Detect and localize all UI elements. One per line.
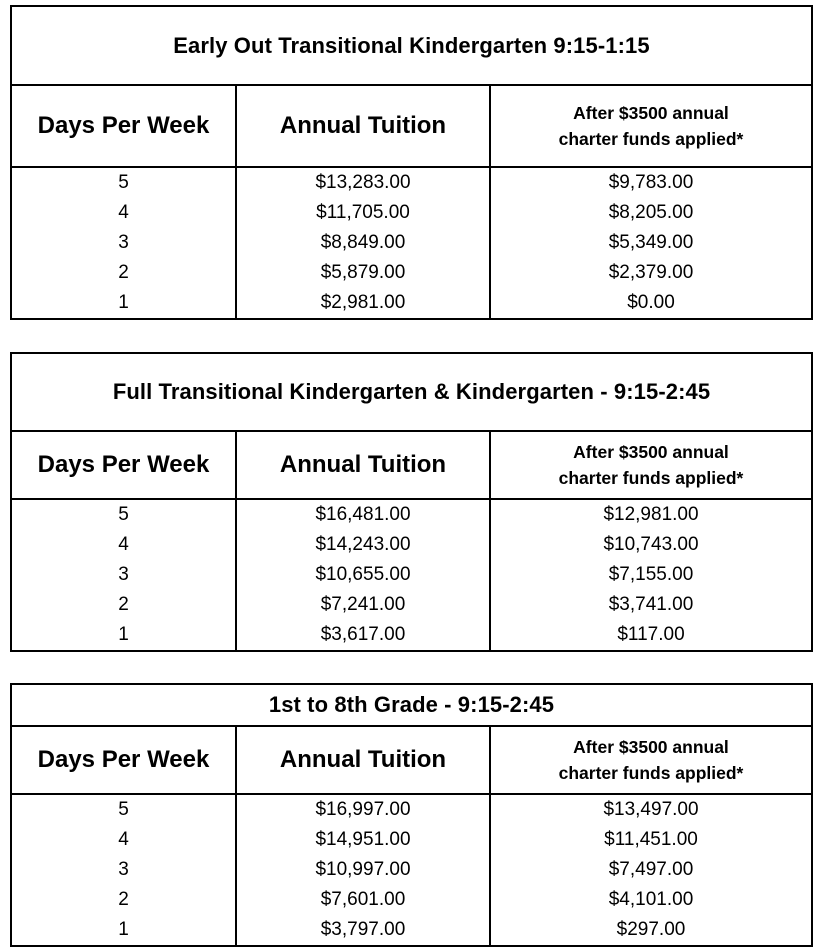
header-annual-tuition: Annual Tuition (237, 86, 491, 166)
tuition-table-1st-8th-grade (10, 683, 813, 947)
table-body (12, 795, 811, 945)
table-row (12, 258, 811, 288)
cell-annual-tuition: $7,601.00 (237, 885, 491, 915)
table-body (12, 500, 811, 650)
table-row (12, 795, 811, 825)
cell-annual-tuition: $11,705.00 (237, 198, 491, 228)
cell-days: 5 (12, 168, 237, 198)
cell-annual-tuition: $8,849.00 (237, 228, 491, 258)
cell-after-charter: $2,379.00 (608, 262, 694, 283)
header-days-per-week: Days Per Week (12, 86, 237, 166)
table-body (12, 168, 811, 318)
cell-annual-tuition: $10,655.00 (237, 560, 491, 590)
header-annual-tuition: Annual Tuition (237, 727, 491, 793)
tuition-table-full-tk-k (10, 352, 813, 652)
cell-after-charter: $3,741.00 (608, 594, 694, 615)
table-row (12, 560, 811, 590)
table-row (12, 168, 811, 198)
table-row (12, 620, 811, 650)
cell-after-charter: $5,349.00 (608, 232, 694, 253)
table-title: Early Out Transitional Kindergarten 9:15-1:15 (12, 7, 811, 86)
cell-annual-tuition: $14,243.00 (237, 530, 491, 560)
cell-days: 4 (12, 825, 237, 855)
header-after-charter-funds: After $3500 annual charter funds applied* (558, 103, 744, 149)
cell-days: 2 (12, 258, 237, 288)
header-days-per-week: Days Per Week (12, 727, 237, 793)
cell-after-charter: $117.00 (617, 624, 685, 645)
cell-annual-tuition: $13,283.00 (237, 168, 491, 198)
table-header-row (12, 86, 811, 168)
cell-after-charter: $11,451.00 (604, 829, 698, 850)
cell-annual-tuition: $5,879.00 (237, 258, 491, 288)
cell-days: 4 (12, 530, 237, 560)
table-header-row (12, 432, 811, 500)
cell-days: 5 (12, 500, 237, 530)
table-row (12, 915, 811, 945)
header-annual-tuition: Annual Tuition (237, 432, 491, 498)
table-row (12, 500, 811, 530)
cell-days: 1 (12, 620, 237, 650)
table-row (12, 855, 811, 885)
cell-after-charter: $12,981.00 (603, 504, 699, 525)
header-after-charter-funds: After $3500 annual charter funds applied* (558, 737, 744, 783)
cell-after-charter: $8,205.00 (608, 202, 694, 223)
table-row (12, 825, 811, 855)
cell-days: 1 (12, 915, 237, 945)
cell-annual-tuition: $3,617.00 (237, 620, 491, 650)
cell-days: 3 (12, 855, 237, 885)
cell-after-charter: $9,783.00 (608, 172, 694, 193)
cell-annual-tuition: $10,997.00 (237, 855, 491, 885)
table-row (12, 198, 811, 228)
cell-days: 5 (12, 795, 237, 825)
table-row (12, 590, 811, 620)
cell-after-charter: $4,101.00 (608, 889, 694, 910)
table-row (12, 530, 811, 560)
cell-annual-tuition: $16,481.00 (237, 500, 491, 530)
cell-days: 1 (12, 288, 237, 318)
cell-after-charter: $297.00 (616, 919, 686, 940)
header-days-per-week: Days Per Week (12, 432, 237, 498)
table-row (12, 288, 811, 318)
table-header-row (12, 727, 811, 795)
table-row (12, 228, 811, 258)
cell-after-charter: $10,743.00 (603, 534, 699, 555)
cell-days: 2 (12, 590, 237, 620)
cell-days: 4 (12, 198, 237, 228)
cell-days: 3 (12, 228, 237, 258)
table-row (12, 885, 811, 915)
cell-annual-tuition: $16,997.00 (237, 795, 491, 825)
cell-annual-tuition: $3,797.00 (237, 915, 491, 945)
cell-days: 3 (12, 560, 237, 590)
header-after-charter-funds: After $3500 annual charter funds applied* (558, 442, 744, 488)
cell-after-charter: $13,497.00 (603, 799, 699, 820)
cell-annual-tuition: $2,981.00 (237, 288, 491, 318)
cell-annual-tuition: $14,951.00 (237, 825, 491, 855)
table-title: 1st to 8th Grade - 9:15-2:45 (12, 685, 811, 727)
cell-after-charter: $0.00 (627, 292, 675, 313)
cell-days: 2 (12, 885, 237, 915)
cell-after-charter: $7,497.00 (608, 859, 694, 880)
cell-annual-tuition: $7,241.00 (237, 590, 491, 620)
tuition-table-early-out-tk (10, 5, 813, 320)
table-title: Full Transitional Kindergarten & Kindergarten - 9:15-2:45 (12, 354, 811, 432)
cell-after-charter: $7,155.00 (608, 564, 694, 585)
